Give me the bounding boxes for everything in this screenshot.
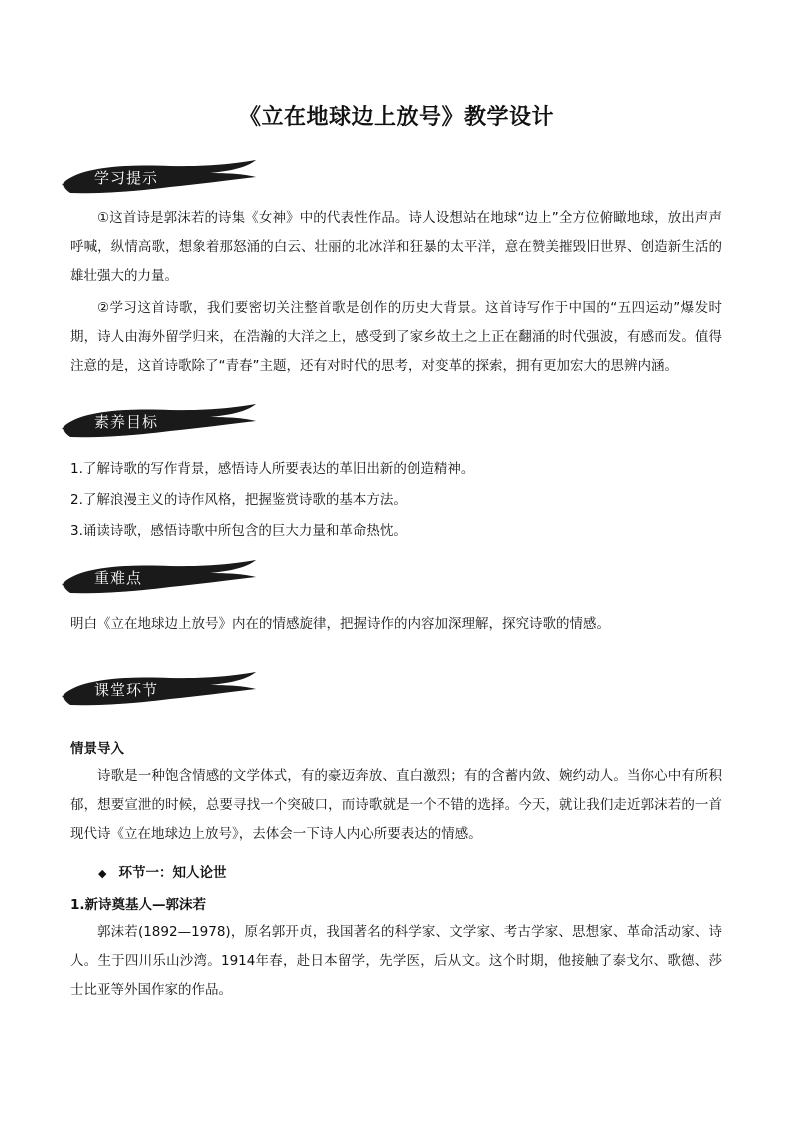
intro-title: 情景导入 xyxy=(70,741,124,757)
section-heading-label: 学习提示 xyxy=(94,169,159,187)
brush-stroke-icon xyxy=(60,672,260,708)
brush-stroke-icon xyxy=(60,404,260,440)
section-heading-goals xyxy=(60,404,260,440)
goal-item-1: 1.了解诗歌的写作背景，感悟诗人所要表达的革旧出新的创造精神。 xyxy=(70,461,475,477)
intro-paragraph: 诗歌是一种饱含情感的文学体式，有的豪迈奔放、直白激烈；有的含蓄内敛、婉约动人。当你心中有所积郁，想要宣泄的时候，总要寻找一个突破口，而诗歌就是一个不错的选择。今天，就让我们走近郭沫若的一首现代诗《立在地球边上放号》，去体会一下诗人内心所要表达的情感。 xyxy=(70,768,722,842)
page-title: 《立在地球边上放号》教学设计 xyxy=(238,105,554,130)
key-points-text: 明白《立在地球边上放号》内在的情感旋律，把握诗作的内容加深理解，探究诗歌的情感。 xyxy=(70,616,610,632)
section-heading-class xyxy=(60,672,260,708)
tips-paragraph-2: ②学习这首诗歌，我们要密切关注整首歌是创作的历史大背景。这首诗写作于中国的“五四运动”爆发时期，诗人由海外留学归来，在浩瀚的大洋之上，感受到了家乡故土之上正在翻涌的时代强波，有感而发。值得注意的是，这首诗歌除了“青春”主题，还有对时代的思考，对变革的探索，拥有更加宏大的思辨内涵。 xyxy=(70,300,722,374)
step-heading-label: 环节一：知人论世 xyxy=(118,865,227,881)
subsection-title: 1.新诗奠基人—郭沫若 xyxy=(70,897,207,913)
bio-paragraph: 郭沫若(1892—1978)，原名郭开贞，我国著名的科学家、文学家、考古学家、思想家、革命活动家、诗人。生于四川乐山沙湾。1914年春，赴日本留学，先学医，后从文。这个时期，他接触了泰戈尔、歌德、莎士比亚等外国作家的作品。 xyxy=(70,924,722,998)
tips-paragraph-1: ①这首诗是郭沫若的诗集《女神》中的代表性作品。诗人设想站在地球“边上”全方位俯瞰地球，放出声声呼喊，纵情高歌，想象着那怒涌的白云、壮丽的北冰洋和狂暴的太平洋，意在赞美摧毁旧世界、创造新生活的雄壮强大的力量。 xyxy=(70,210,722,284)
brush-stroke-icon xyxy=(60,560,260,596)
goal-item-3: 3.诵读诗歌，感悟诗歌中所包含的巨大力量和革命热忱。 xyxy=(70,523,407,539)
brush-stroke-icon xyxy=(60,160,260,196)
goal-item-2: 2.了解浪漫主义的诗作风格，把握鉴赏诗歌的基本方法。 xyxy=(70,492,407,508)
section-heading-key xyxy=(60,560,260,596)
section-heading-label: 重难点 xyxy=(94,569,143,587)
section-heading-label: 素养目标 xyxy=(94,413,159,431)
section-heading-tips xyxy=(60,160,260,196)
step-heading xyxy=(98,861,226,881)
diamond-bullet-icon: ◆ xyxy=(98,867,107,880)
section-heading-label: 课堂环节 xyxy=(94,681,159,699)
